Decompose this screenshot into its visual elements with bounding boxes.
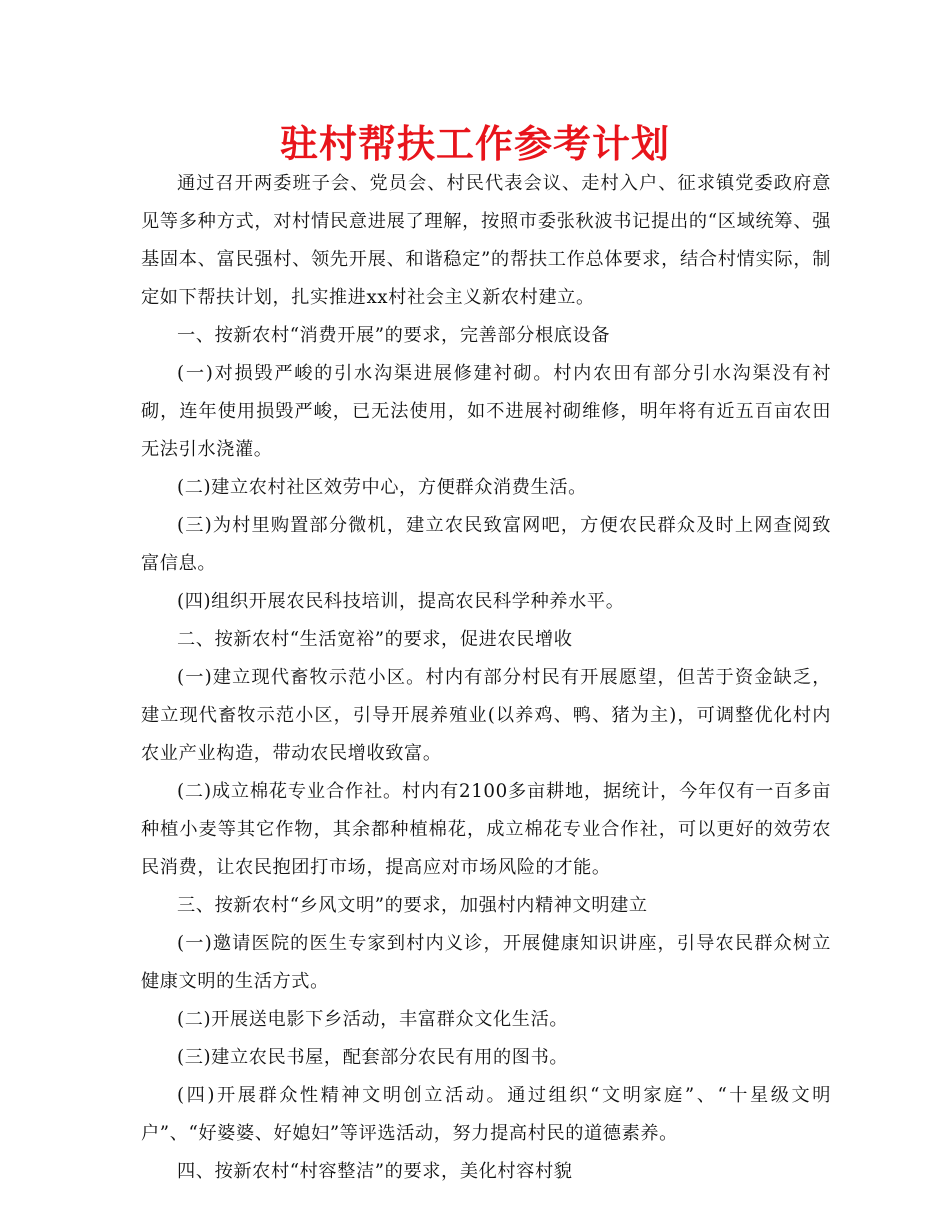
section-heading-4: 四、按新农村“村容整洁”的要求，美化村容村貌 xyxy=(177,1161,573,1182)
paragraph-2-1: (一)建立现代畜牧示范小区。村内有部分村民有开展愿望，但苦于资金缺乏，建立现代畜牧示范小区，引导开展养殖业(以养鸡、鸭、猪为主)，可调整优化村内农业产业构造，带动农民增收致富。 xyxy=(141,667,831,764)
paragraph-1-2: (二)建立农村社区效劳中心，方便群众消费生活。 xyxy=(177,477,587,498)
paragraph-3-1: (一)邀请医院的医生专家到村内义诊，开展健康知识讲座，引导农民群众树立健康文明的生活方式。 xyxy=(141,933,831,992)
section-heading-1: 一、按新农村“消费开展”的要求，完善部分根底设备 xyxy=(177,325,611,346)
paragraph-1-4: (四)组织开展农民科技培训，提高农民科学种养水平。 xyxy=(177,591,625,612)
paragraph-1-3: (三)为村里购置部分微机，建立农民致富网吧，方便农民群众及时上网查阅致富信息。 xyxy=(141,515,831,574)
paragraph-3-4: (四)开展群众性精神文明创立活动。通过组织“文明家庭”、“十星级文明户”、“好婆婆、好媳妇”等评选活动，努力提高村民的道德素养。 xyxy=(141,1085,831,1144)
section-heading-2: 二、按新农村“生活宽裕”的要求，促进农民增收 xyxy=(177,629,573,650)
paragraph-1-1: (一)对损毁严峻的引水沟渠进展修建衬砌。村内农田有部分引水沟渠没有衬砌，连年使用损毁严峻，已无法使用，如不进展衬砌维修，明年将有近五百亩农田无法引水浇灌。 xyxy=(141,363,831,460)
paragraph-intro: 通过召开两委班子会、党员会、村民代表会议、走村入户、征求镇党委政府意见等多种方式，对村情民意进展了理解，按照市委张秋波书记提出的“区域统筹、强基固本、富民强村、领先开展、和谐稳定”的帮扶工作总体要求，结合村情实际，制定如下帮扶计划，扎实推进xx村社会主义新农村建立。 xyxy=(141,173,831,308)
paragraph-3-3: (三)建立农民书屋，配套部分农民有用的图书。 xyxy=(177,1047,569,1068)
paragraph-3-2: (二)开展送电影下乡活动，丰富群众文化生活。 xyxy=(177,1009,569,1030)
document-title: 驻村帮扶工作参考计划 xyxy=(279,122,670,166)
paragraph-2-2: (二)成立棉花专业合作社。村内有2100多亩耕地，据统计，今年仅有一百多亩种植小麦等其它作物，其余都种植棉花，成立棉花专业合作社，可以更好的效劳农民消费，让农民抱团打市场，提高应对市场风险的才能。 xyxy=(141,781,831,878)
section-heading-3: 三、按新农村“乡风文明”的要求，加强村内精神文明建立 xyxy=(177,895,648,916)
document-body xyxy=(141,165,831,1191)
